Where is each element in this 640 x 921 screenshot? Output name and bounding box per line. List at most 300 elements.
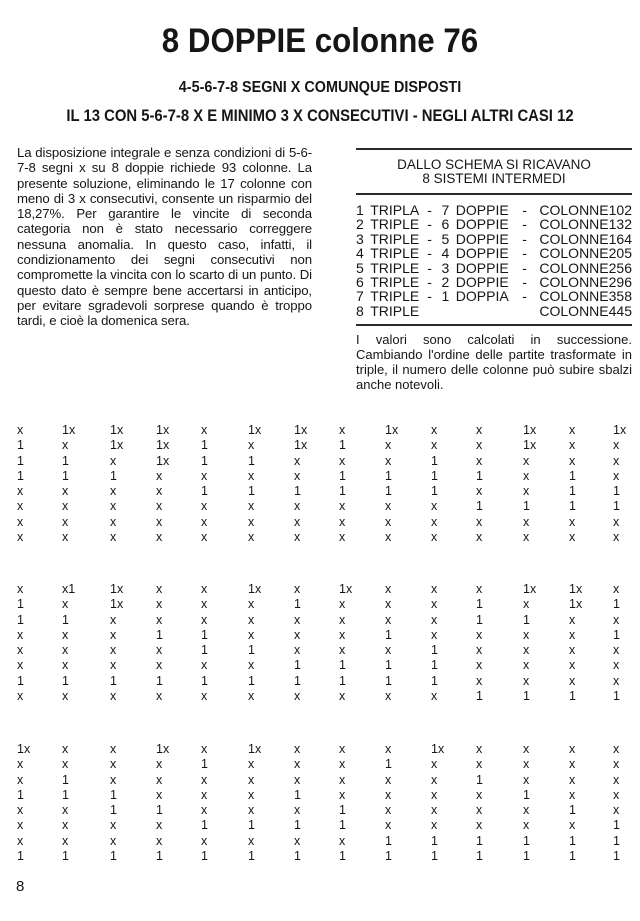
sign-cell: 1 bbox=[201, 453, 208, 468]
sign-cell: x bbox=[613, 643, 620, 658]
sign-cell: x bbox=[294, 499, 301, 514]
betting-column bbox=[569, 742, 599, 864]
sign-cell: x bbox=[385, 530, 392, 545]
sign-cell: 1x bbox=[110, 423, 124, 437]
system-sep2 bbox=[522, 304, 539, 318]
system-d: 7 bbox=[441, 202, 450, 218]
system-dl: DOPPIE bbox=[455, 245, 509, 262]
sign-cell: x bbox=[431, 597, 438, 612]
sign-cell: 1 bbox=[201, 643, 208, 658]
betting-column bbox=[476, 423, 506, 545]
sign-cell: x bbox=[201, 530, 208, 545]
sign-cell: 1 bbox=[248, 643, 255, 658]
sign-cell: 1 bbox=[339, 673, 346, 688]
sign-cell: x bbox=[476, 787, 483, 802]
sign-cell: x bbox=[431, 818, 438, 833]
system-sep1: - bbox=[427, 202, 432, 218]
sign-cell: 1x bbox=[156, 453, 170, 468]
sign-cell: x bbox=[523, 530, 530, 545]
sign-cell: 1x bbox=[613, 423, 627, 437]
system-t: TRIPLE bbox=[370, 230, 420, 247]
system-sep1: - bbox=[427, 259, 432, 276]
sign-cell: x bbox=[476, 627, 483, 642]
system-t: TRIPLE bbox=[370, 259, 420, 276]
sign-cell: x bbox=[294, 757, 301, 772]
sign-cell: x bbox=[201, 423, 208, 437]
sign-cell: x bbox=[523, 818, 530, 833]
sign-cell: x bbox=[431, 612, 438, 627]
sign-cell: x bbox=[248, 514, 255, 529]
sign-cell: 1 bbox=[613, 689, 620, 704]
sign-cell: 1 bbox=[248, 453, 255, 468]
sign-cell: 1x bbox=[523, 423, 537, 437]
system-t: TRIPLE bbox=[370, 288, 420, 305]
sign-cell: x bbox=[339, 643, 346, 658]
sign-cell: 1x bbox=[339, 582, 353, 596]
sign-cell: x bbox=[248, 787, 255, 802]
sign-cell: x bbox=[156, 597, 163, 612]
sign-cell: x bbox=[17, 582, 24, 596]
sign-cell: x bbox=[613, 757, 620, 772]
sign-cell: 1 bbox=[62, 612, 69, 627]
sign-cell: 1 bbox=[476, 612, 483, 627]
sign-cell: 1 bbox=[523, 499, 530, 514]
system-row bbox=[356, 246, 632, 260]
sign-cell: 1x bbox=[17, 742, 31, 756]
sign-cell: 1 bbox=[201, 673, 208, 688]
sign-cell: x bbox=[110, 742, 117, 756]
sign-cell: x bbox=[248, 772, 255, 787]
sign-cell: x bbox=[62, 833, 69, 848]
sign-cell: x bbox=[385, 597, 392, 612]
sign-cell: x bbox=[201, 658, 208, 673]
betting-column bbox=[385, 582, 415, 704]
sign-cell: x bbox=[156, 468, 163, 483]
sign-cell: x bbox=[569, 818, 576, 833]
sign-cell: x bbox=[613, 582, 620, 596]
sign-cell: x bbox=[17, 484, 24, 499]
sign-cell: x bbox=[476, 438, 483, 453]
sign-cell: x bbox=[248, 438, 255, 453]
sign-cell: 1x bbox=[569, 597, 583, 612]
page-number: 8 bbox=[16, 878, 25, 895]
sign-cell: x bbox=[569, 673, 576, 688]
betting-column bbox=[110, 423, 140, 545]
sign-cell: x bbox=[17, 530, 24, 545]
sign-cell: x bbox=[523, 468, 530, 483]
sign-cell: x bbox=[523, 673, 530, 688]
betting-column bbox=[156, 582, 186, 704]
system-row bbox=[356, 203, 632, 217]
sign-cell: x bbox=[523, 453, 530, 468]
sign-cell: 1 bbox=[248, 673, 255, 688]
sign-cell: x bbox=[523, 597, 530, 612]
sign-cell: x bbox=[62, 742, 69, 756]
sign-cell: 1x bbox=[294, 438, 308, 453]
sign-cell: x bbox=[201, 514, 208, 529]
system-row bbox=[356, 232, 632, 246]
system-v: 102 bbox=[608, 202, 632, 218]
sign-cell: 1 bbox=[110, 787, 117, 802]
system-n: 7 bbox=[356, 288, 364, 305]
betting-column bbox=[613, 582, 640, 704]
betting-column bbox=[17, 423, 47, 545]
sign-cell: 1x bbox=[248, 423, 262, 437]
betting-column bbox=[613, 742, 640, 864]
sign-cell: 1 bbox=[339, 438, 346, 453]
sign-cell: x bbox=[17, 514, 24, 529]
sign-cell: x bbox=[569, 612, 576, 627]
system-sep2: - bbox=[522, 230, 527, 247]
sign-cell: x bbox=[476, 484, 483, 499]
sign-cell: x bbox=[476, 803, 483, 818]
sign-cell: 1x bbox=[110, 582, 124, 596]
sign-cell: x bbox=[431, 627, 438, 642]
sign-cell: x bbox=[248, 530, 255, 545]
sign-cell: x bbox=[110, 658, 117, 673]
sign-cell: x bbox=[339, 757, 346, 772]
sign-cell: x bbox=[569, 423, 576, 437]
betting-column bbox=[339, 423, 369, 545]
sign-cell: 1 bbox=[339, 658, 346, 673]
system-v: 256 bbox=[608, 259, 632, 276]
sign-cell: 1 bbox=[431, 484, 438, 499]
sign-cell: x bbox=[385, 453, 392, 468]
sign-cell: 1 bbox=[62, 468, 69, 483]
sign-cell: 1 bbox=[17, 673, 24, 688]
sign-cell: x bbox=[248, 803, 255, 818]
sign-cell: 1 bbox=[156, 803, 163, 818]
sign-cell: 1 bbox=[339, 468, 346, 483]
sign-cell: x bbox=[385, 582, 392, 596]
system-sep1: - bbox=[427, 216, 432, 233]
sign-cell: 1 bbox=[110, 849, 117, 864]
sign-cell: 1 bbox=[339, 818, 346, 833]
sign-cell: x bbox=[156, 514, 163, 529]
sign-cell: 1 bbox=[201, 818, 208, 833]
sign-cell: x bbox=[17, 423, 24, 437]
sign-cell: x bbox=[431, 772, 438, 787]
sign-cell: 1 bbox=[476, 597, 483, 612]
sign-cell: x bbox=[569, 453, 576, 468]
sign-cell: x bbox=[476, 453, 483, 468]
sign-cell: 1 bbox=[294, 673, 301, 688]
sign-cell: x bbox=[523, 658, 530, 673]
sign-cell: x bbox=[339, 627, 346, 642]
sign-cell: x bbox=[156, 689, 163, 704]
sign-cell: x bbox=[110, 627, 117, 642]
sign-cell: 1x bbox=[294, 423, 308, 437]
sign-cell: 1 bbox=[523, 612, 530, 627]
sign-cell: 1 bbox=[339, 803, 346, 818]
system-v: 132 bbox=[608, 216, 632, 233]
betting-column bbox=[431, 742, 461, 864]
betting-column bbox=[294, 582, 324, 704]
sign-cell: 1 bbox=[17, 612, 24, 627]
betting-column bbox=[248, 582, 278, 704]
sign-cell: x bbox=[156, 757, 163, 772]
sign-cell: x bbox=[613, 772, 620, 787]
sign-cell: x bbox=[294, 514, 301, 529]
sign-cell: x bbox=[613, 787, 620, 802]
sign-cell: x bbox=[110, 514, 117, 529]
sign-cell: 1 bbox=[201, 484, 208, 499]
sign-cell: 1 bbox=[62, 787, 69, 802]
system-row bbox=[356, 261, 632, 275]
sign-cell: x bbox=[248, 627, 255, 642]
sign-cell: x bbox=[62, 514, 69, 529]
sign-cell: x bbox=[431, 438, 438, 453]
sign-cell: x bbox=[156, 833, 163, 848]
sign-cell: x bbox=[385, 438, 392, 453]
sign-cell: x bbox=[431, 499, 438, 514]
system-t: TRIPLE bbox=[370, 274, 420, 291]
system-sep1: - bbox=[427, 274, 432, 291]
betting-column bbox=[201, 582, 231, 704]
sign-cell: 1 bbox=[431, 833, 438, 848]
system-v: 296 bbox=[608, 274, 632, 291]
betting-column bbox=[294, 742, 324, 864]
betting-column bbox=[476, 582, 506, 704]
sign-cell: 1 bbox=[248, 484, 255, 499]
sign-cell: x bbox=[569, 514, 576, 529]
sign-cell: 1 bbox=[523, 849, 530, 864]
betting-column bbox=[339, 742, 369, 864]
sign-cell: x bbox=[62, 530, 69, 545]
system-d bbox=[442, 304, 456, 318]
sign-cell: x bbox=[110, 833, 117, 848]
sign-cell: 1 bbox=[156, 849, 163, 864]
sign-cell: 1 bbox=[156, 627, 163, 642]
sign-cell: 1 bbox=[110, 468, 117, 483]
box-heading-line-2: 8 SISTEMI INTERMEDI bbox=[422, 171, 566, 186]
sign-cell: 1 bbox=[613, 833, 620, 848]
sign-cell: x bbox=[431, 689, 438, 704]
system-sep2: - bbox=[522, 259, 527, 276]
sign-cell: 1 bbox=[156, 673, 163, 688]
sign-cell: x bbox=[569, 438, 576, 453]
sign-cell: 1 bbox=[17, 453, 24, 468]
sign-cell: 1 bbox=[294, 818, 301, 833]
sign-cell: x bbox=[523, 742, 530, 756]
sign-cell: 1 bbox=[385, 757, 392, 772]
sign-cell: x bbox=[62, 689, 69, 704]
sign-cell: x bbox=[62, 643, 69, 658]
sign-cell: x bbox=[431, 787, 438, 802]
sign-cell: x bbox=[476, 643, 483, 658]
sign-cell: x bbox=[569, 530, 576, 545]
sign-cell: x bbox=[339, 597, 346, 612]
sign-cell: x bbox=[476, 818, 483, 833]
sign-cell: x bbox=[110, 499, 117, 514]
sign-cell: x bbox=[569, 772, 576, 787]
sign-cell: 1 bbox=[613, 627, 620, 642]
system-dl bbox=[456, 304, 523, 318]
sign-cell: x bbox=[294, 689, 301, 704]
sign-cell: 1 bbox=[523, 689, 530, 704]
sign-cell: 1 bbox=[294, 597, 301, 612]
sign-cell: 1 bbox=[613, 597, 620, 612]
sign-cell: x bbox=[62, 438, 69, 453]
sign-cell: x bbox=[248, 612, 255, 627]
sign-cell: 1 bbox=[17, 787, 24, 802]
sign-cell: x bbox=[613, 514, 620, 529]
sign-cell: x bbox=[294, 468, 301, 483]
betting-column bbox=[110, 742, 140, 864]
sign-cell: 1 bbox=[294, 658, 301, 673]
sign-cell: 1x bbox=[156, 438, 170, 453]
sign-cell: 1 bbox=[476, 833, 483, 848]
sign-cell: x bbox=[201, 582, 208, 596]
sign-cell: 1x bbox=[110, 597, 124, 612]
sign-cell: x bbox=[201, 803, 208, 818]
sign-cell: x bbox=[569, 787, 576, 802]
sign-cell: 1 bbox=[569, 499, 576, 514]
sign-cell: 1 bbox=[476, 499, 483, 514]
sign-cell: x bbox=[476, 514, 483, 529]
system-c: COLONNE bbox=[539, 245, 609, 262]
sign-cell: x bbox=[156, 787, 163, 802]
betting-column bbox=[523, 742, 553, 864]
sign-cell: 1x bbox=[523, 438, 537, 453]
betting-column bbox=[385, 742, 415, 864]
sign-cell: x bbox=[62, 757, 69, 772]
sign-cell: x bbox=[201, 689, 208, 704]
sign-cell: x bbox=[110, 643, 117, 658]
sign-cell: x bbox=[613, 530, 620, 545]
sign-cell: x bbox=[476, 658, 483, 673]
sign-cell: 1x bbox=[431, 742, 445, 756]
sign-cell: 1x bbox=[62, 423, 76, 437]
sign-cell: 1 bbox=[569, 468, 576, 483]
sign-cell: x bbox=[156, 772, 163, 787]
sign-cell: x bbox=[523, 627, 530, 642]
system-c: COLONNE bbox=[539, 288, 609, 305]
betting-column bbox=[62, 582, 92, 704]
system-v: 205 bbox=[608, 245, 632, 262]
sign-cell: 1 bbox=[201, 438, 208, 453]
sign-cell: 1 bbox=[431, 849, 438, 864]
sign-cell: x bbox=[523, 803, 530, 818]
sign-cell: x bbox=[110, 484, 117, 499]
sign-cell: x bbox=[248, 597, 255, 612]
system-sep1: - bbox=[427, 230, 432, 247]
sign-cell: x bbox=[613, 612, 620, 627]
system-d: 6 bbox=[441, 216, 450, 233]
betting-column bbox=[294, 423, 324, 545]
sign-cell: x bbox=[339, 514, 346, 529]
sign-cell: x bbox=[156, 658, 163, 673]
system-sep2: - bbox=[522, 245, 527, 262]
sign-cell: x bbox=[110, 453, 117, 468]
betting-column bbox=[62, 423, 92, 545]
betting-column bbox=[201, 742, 231, 864]
sign-cell: 1 bbox=[431, 643, 438, 658]
sign-cell: x bbox=[523, 484, 530, 499]
sign-cell: x bbox=[248, 833, 255, 848]
box-heading bbox=[356, 150, 632, 193]
betting-column bbox=[339, 582, 369, 704]
sign-cell: x bbox=[385, 643, 392, 658]
box-note: I valori sono calcolati in successione. Cambiando l'ordine delle partite trasformate in triple, il numero delle colonne può subire sbalzi anche notevoli. bbox=[356, 332, 632, 393]
system-dl: DOPPIE bbox=[455, 274, 509, 291]
system-n: 4 bbox=[356, 245, 364, 262]
system-d: 5 bbox=[441, 230, 450, 247]
sign-cell: x bbox=[613, 742, 620, 756]
sign-cell: x bbox=[294, 803, 301, 818]
sign-cell: 1x bbox=[523, 582, 537, 596]
system-sep1 bbox=[427, 304, 441, 318]
system-c: COLONNE bbox=[539, 202, 609, 218]
sign-cell: 1 bbox=[385, 484, 392, 499]
sign-cell: x bbox=[385, 514, 392, 529]
sign-cell: x bbox=[613, 468, 620, 483]
sign-cell: x bbox=[110, 689, 117, 704]
sign-cell: x bbox=[339, 499, 346, 514]
sign-cell: 1 bbox=[294, 849, 301, 864]
sign-cell: 1 bbox=[523, 833, 530, 848]
sign-cell: x bbox=[431, 530, 438, 545]
sign-cell: 1 bbox=[476, 772, 483, 787]
system-row bbox=[356, 217, 632, 231]
betting-column bbox=[476, 742, 506, 864]
system-dl: DOPPIE bbox=[455, 259, 509, 276]
sign-cell: 1 bbox=[62, 772, 69, 787]
sign-cell: x bbox=[248, 689, 255, 704]
sign-cell: x bbox=[17, 689, 24, 704]
system-row bbox=[356, 304, 632, 318]
system-sep1: - bbox=[427, 245, 432, 262]
sign-cell: x bbox=[569, 643, 576, 658]
system-t: TRIPLA bbox=[370, 202, 420, 218]
sign-cell: x bbox=[431, 423, 438, 437]
sign-cell: x bbox=[339, 423, 346, 437]
sign-cell: x bbox=[17, 757, 24, 772]
sign-cell: x bbox=[156, 484, 163, 499]
sign-cell: 1 bbox=[431, 658, 438, 673]
sign-cell: x bbox=[110, 818, 117, 833]
sign-cell: x bbox=[248, 757, 255, 772]
sign-cell: 1 bbox=[62, 453, 69, 468]
sign-cell: x bbox=[476, 757, 483, 772]
betting-column bbox=[613, 423, 640, 545]
system-row bbox=[356, 275, 632, 289]
sign-cell: x bbox=[476, 582, 483, 596]
page-title: 8 DOPPIE colonne 76 bbox=[161, 22, 479, 60]
sign-cell: x bbox=[62, 499, 69, 514]
sign-cell: x bbox=[17, 643, 24, 658]
sign-cell: x bbox=[294, 643, 301, 658]
intermediate-systems-box bbox=[356, 148, 632, 392]
sign-cell: x bbox=[476, 742, 483, 756]
betting-column bbox=[17, 582, 47, 704]
sign-cell: 1 bbox=[110, 803, 117, 818]
betting-column bbox=[156, 742, 186, 864]
betting-column bbox=[385, 423, 415, 545]
system-t: TRIPLE bbox=[370, 302, 420, 319]
sign-cell: x bbox=[431, 514, 438, 529]
sign-cell: x bbox=[110, 612, 117, 627]
sign-cell: 1 bbox=[385, 849, 392, 864]
sign-cell: 1 bbox=[613, 818, 620, 833]
system-c: COLONNE bbox=[539, 230, 609, 247]
sign-cell: x bbox=[201, 499, 208, 514]
sign-cell: x bbox=[431, 803, 438, 818]
sign-cell: 1 bbox=[523, 787, 530, 802]
subtitle-signs: 4-5-6-7-8 SEGNI X COMUNQUE DISPOSTI bbox=[178, 79, 462, 96]
sign-cell: 1 bbox=[201, 757, 208, 772]
sign-cell: x bbox=[17, 772, 24, 787]
